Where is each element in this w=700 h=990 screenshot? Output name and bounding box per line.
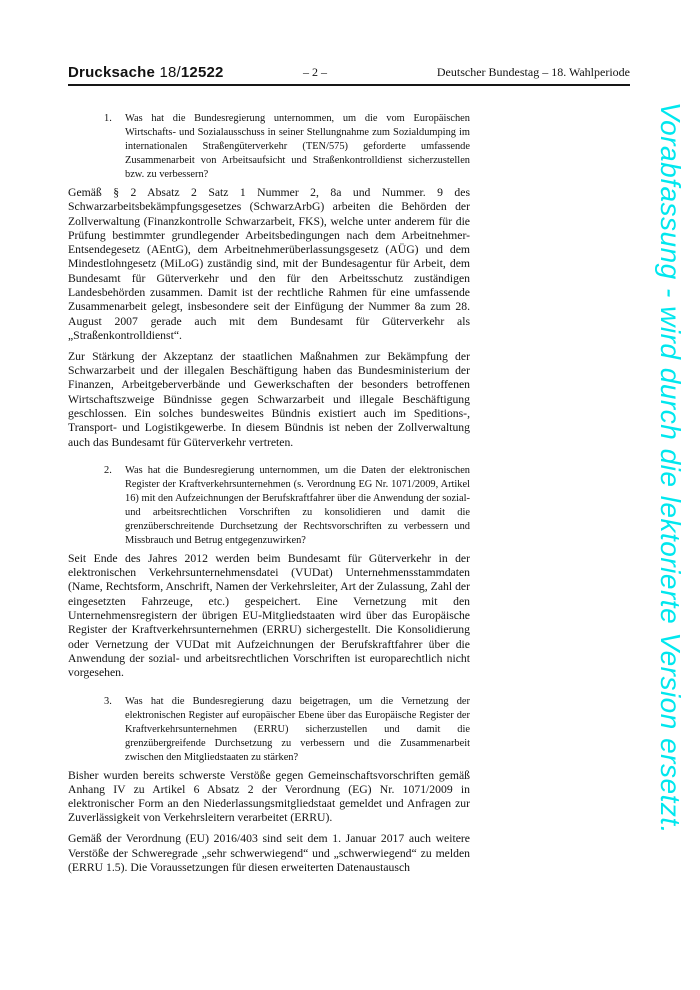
body-paragraph: Zur Stärkung der Akzeptanz der staatlichen Maßnahmen zur Bekämpfung der Schwarzarbeit und der illegalen Beschäftigung haben das Bundesministerium der Finanzen, Arbeitgeberverbände und Gewerkschaften der besonders betroffenen Wirtschaftszweige Bündnisse gegen Schwarzarbeit und illegale Beschäftigung geschlossen. Ein solches bundesweites Bündnis existiert auch im Speditions-, Transport- und Logistikgewerbe. In diesem Bündnis ist neben der Zollverwaltung auch das Bundesamt für Güterverkehr vertreten. (68, 349, 470, 449)
page-number: – 2 – (303, 65, 327, 79)
question-1 (68, 112, 470, 182)
doc-number-prefix: 18/ (159, 64, 181, 81)
question-number: 3. (104, 695, 112, 707)
question-number: 2. (104, 464, 112, 476)
question-text: Was hat die Bundesregierung unternommen, um die Daten der elektronischen Register der Kraftverkehrsunternehmen (s. Verordnung EG Nr. 1071/2009, Artikel 16) mit den Aufzeichnungen der Berufskraftfahrer über die Anwendung der sozial- und arbeitsrechtlichen Vorschriften zu konsolidieren und damit die grenzüberschreitende Durchsetzung der Rechtsvorschriften zu verbessern und Missbrauch und Betrug entgegenzuwirken? (125, 464, 470, 546)
body-paragraph: Gemäß § 2 Absatz 2 Satz 1 Nummer 2, 8a und Nummer. 9 des Schwarzarbeitsbekämpfungsgesetzes (SchwarzArbG) arbeiten die Behörden der Zollverwaltung (Finanzkontrolle Schwarzarbeit, FKS), welche unter anderem für die Prüfung bestimmter grundlegender Arbeitsbedingungen nach dem Arbeitnehmer-Entsendegesetz (AEntG), dem Arbeitnehmerüberlassungsgesetz (AÜG) und dem Mindestlohngesetz (MiLoG) zuständig sind, mit der Bundesagentur für Arbeit, dem Bundesamt für Güterverkehr und den für den Arbeitsschutz zuständigen Landesbehörden zusammen. Damit ist der rechtliche Rahmen für eine umfassende Zusammenarbeit gelegt, insbesondere seit der Einfügung der Nummer 8a zum 28. August 2007 gerade auch mit dem Bundesamt für Güterverkehr als „Straßenkontrolldienst“. (68, 186, 470, 342)
body-paragraph: Seit Ende des Jahres 2012 werden beim Bundesamt für Güterverkehr in der elektronischen Verkehrsunternehmensdatei (VUDat) Unternehmensstammdaten (Name, Rechtsform, Anschrift, Namen der Verkehrsleiter, Art der Zulassung, Zahl der eingesetzten Fahrzeuge, etc.) gespeichert. Eine Vernetzung mit den Unternehmensregistern der übrigen EU-Mitgliedstaaten wird über das Europäische Register der Kraftverkehrsunternehmen (ERRU) sichergestellt. Die Konsolidierung oder Vernetzung der VUDat mit Aufzeichnungen der Berufskraftfahrer über die Anwendung der sozial- und arbeitsrechtlichen Vorschriften ist europarechtlich nicht vorgesehen. (68, 551, 470, 680)
prepublication-watermark: Vorabfassung - wird durch die lektorierte Version ersetzt. (655, 102, 686, 834)
question-2 (68, 464, 470, 548)
document-body (68, 112, 470, 882)
question-3 (68, 695, 470, 765)
question-number: 1. (104, 113, 112, 124)
body-paragraph: Gemäß der Verordnung (EU) 2016/403 sind seit dem 1. Januar 2017 auch weitere Verstöße der Schweregrade „sehr schwerwiegend“ und „schwerwiegend“ zu melden (ERRU 1.5). Die Voraussetzungen für diesen erweiterten Datenaustausch (68, 832, 470, 874)
page-header (68, 61, 630, 86)
doc-number-value: 12522 (180, 64, 224, 81)
doc-label: Drucksache (68, 64, 156, 81)
doc-number (68, 64, 224, 81)
body-paragraph: Bisher wurden bereits schwerste Verstöße gegen Gemeinschaftsvorschriften gemäß Anhang IV zu Artikel 6 Absatz 2 der Verordnung (EG) Nr. 1071/2009 in elektronischer Form an den Niederlassungsmitgliedstaat gemeldet und Anfragen zur Zuverlässigkeit von Verkehrsleitern verarbeitet (ERRU). (68, 768, 470, 825)
question-text: Was hat die Bundesregierung dazu beigetragen, um die Vernetzung der elektronischen Register auf europäischer Ebene über das Europäische Register der Kraftverkehrsunternehmen (ERRU) sicherzustellen und damit die grenzübergreifende Durchsetzung zu verbessern und die Zusammenarbeit zwischen den Mitgliedstaaten zu stärken? (125, 695, 470, 763)
header-right-text: Deutscher Bundestag – 18. Wahlperiode (436, 65, 630, 79)
question-text: Was hat die Bundesregierung unternommen, um die vom Europäischen Wirtschafts- und Sozialausschuss in seiner Stellungnahme zum Sozialdumping im internationalen Straßengüterverkehr (TEN/575) geforderte umfassende Zusammenarbeit von Arbeitsaufsicht und Straßenkontrolldienst sicherzustellen bzw. zu verbessern? (125, 113, 470, 180)
